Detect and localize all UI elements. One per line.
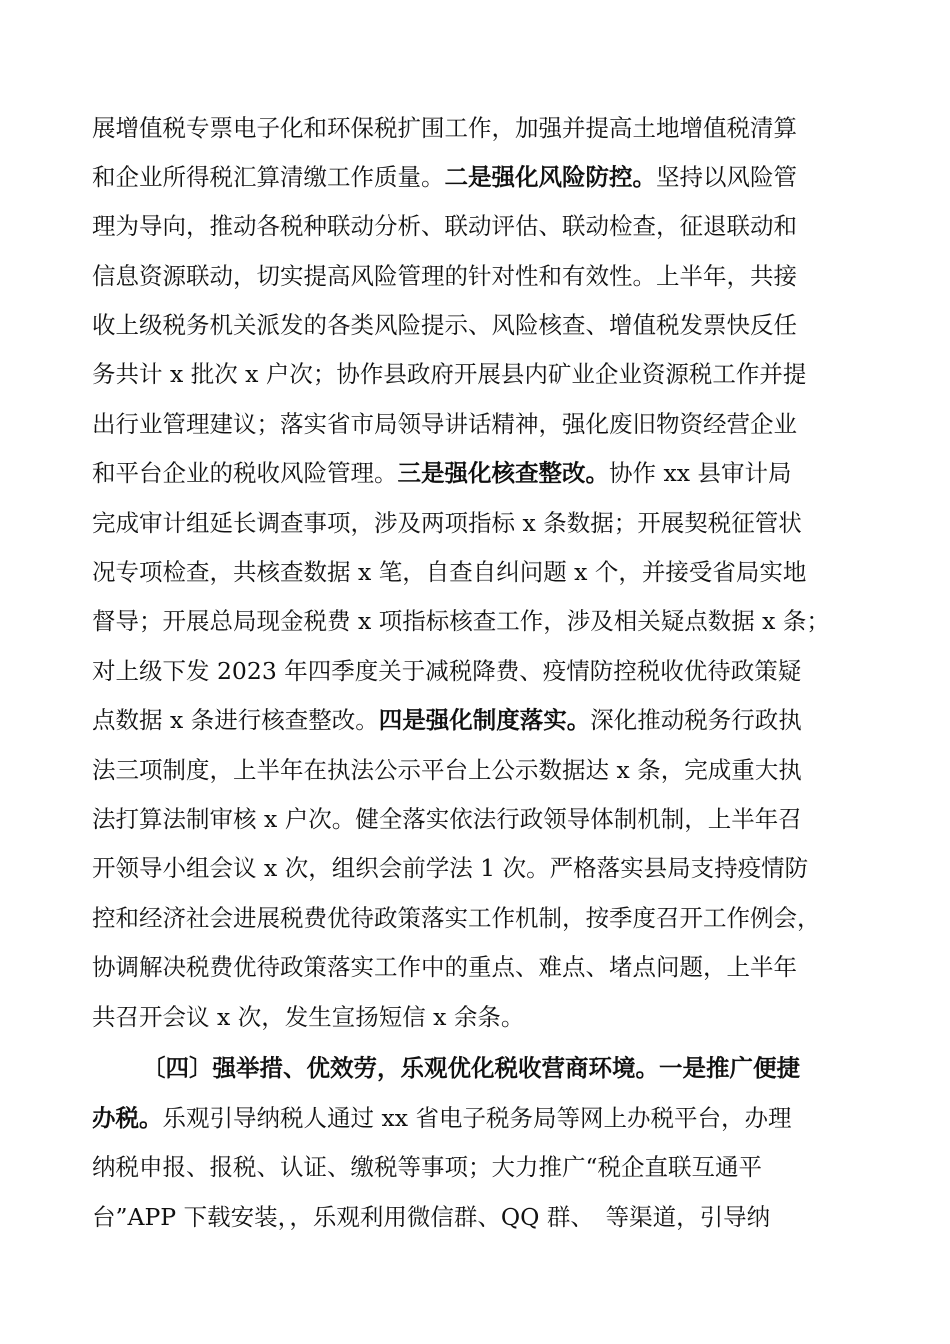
text-line [92,453,882,493]
text-line [92,601,882,641]
text-line [92,157,882,197]
text-line [92,947,882,987]
text-segment: 协调解决税费优待政策落实工作中的重点、难点、堵点问题，上半年 [92,953,797,981]
text-segment: 督导；开展总局现金税费 x 项指标核查工作，涉及相关疑点数据 x 条； [92,607,830,635]
text-segment: 完成审计组延长调查事项，涉及两项指标 x 条数据；开展契税征管状 [92,509,802,537]
text-line [92,898,882,938]
text-segment: 法打算法制审核 x 户次。健全落实依法行政领导体制机制，上半年召 [92,805,802,833]
text-segment: 出行业管理建议；落实省市局领导讲话精神，强化废旧物资经营企业 [92,410,797,438]
text-segment: 收上级税务机关派发的各类风险提示、风险核查、增值税发票快反任 [92,311,797,339]
text-line [92,750,882,790]
text-line [92,1147,882,1187]
text-segment: 控和经济社会进展税费优待政策落实工作机制，按季度召开工作例会， [92,904,821,932]
text-segment: 纳税申报、报税、认证、缴税等事项；大力推广“税企直联互通平 [92,1153,763,1181]
text-segment: 开领导小组会议 x 次，组织会前学法 1 次。严格落实县局支持疫情防 [92,854,809,882]
text-segment: 理为导向，推动各税种联动分析、联动评估、联动检查，征退联动和 [92,212,797,240]
text-line [92,552,882,592]
text-segment: 乐观引导纳税人通过 xx 省电子税务局等网上办税平台，办理 [162,1104,792,1132]
text-segment: 台”APP 下载安装，，乐观利用微信群、QQ 群、 等渠道，引导纳 [92,1203,771,1231]
text-line [92,1197,882,1237]
bold-heading-check-rectify: 三是强化核查整改。 [397,459,609,487]
text-segment: 对上级下发 2023 年四季度关于减税降费、疫情防控税收优待政策疑 [92,657,802,685]
text-segment: 和企业所得税汇算清缴工作质量。 [92,163,445,191]
text-line [92,503,882,543]
text-line [92,799,882,839]
text-segment: 法三项制度，上半年在执法公示平台上公示数据达 x 条，完成重大执 [92,756,802,784]
text-line [92,256,882,296]
text-line [92,108,882,148]
text-line [92,700,882,740]
text-segment: 深化推动税务行政执 [590,706,802,734]
section-heading-four: 〔四〕强举措、优效劳，乐观优化税收营商环境。 [142,1054,659,1082]
text-segment: 和平台企业的税收风险管理。 [92,459,398,487]
text-line [142,1048,882,1088]
text-line [92,651,882,691]
bold-heading-convenient-tax-end: 办税。 [92,1104,163,1132]
bold-heading-system-implementation: 四是强化制度落实。 [378,706,591,734]
text-segment: 坚持以风险管 [656,163,797,191]
bold-heading-convenient-tax: 一是推广便捷 [659,1054,800,1082]
text-segment: 共召开会议 x 次，发生宣扬短信 x 余条。 [92,1003,525,1031]
text-line [92,404,882,444]
text-line [92,305,882,345]
text-segment: 信息资源联动，切实提高风险管理的针对性和有效性。上半年，共接 [92,262,797,290]
text-segment: 展增值税专票电子化和环保税扩围工作，加强并提高土地增值税清算 [92,114,797,142]
text-line [92,1098,882,1138]
text-line [92,354,882,394]
text-line [92,997,882,1037]
text-segment: 协作 xx 县审计局 [609,459,792,487]
bold-heading-risk-control: 二是强化风险防控。 [444,163,656,191]
text-segment: 点数据 x 条进行核查整改。 [92,706,379,734]
text-segment: 况专项检查，共核查数据 x 笔，自查自纠问题 x 个，并接受省局实地 [92,558,807,586]
text-line [92,206,882,246]
text-segment: 务共计 x 批次 x 户次；协作县政府开展县内矿业企业资源税工作并提 [92,360,807,388]
text-line [92,848,882,888]
